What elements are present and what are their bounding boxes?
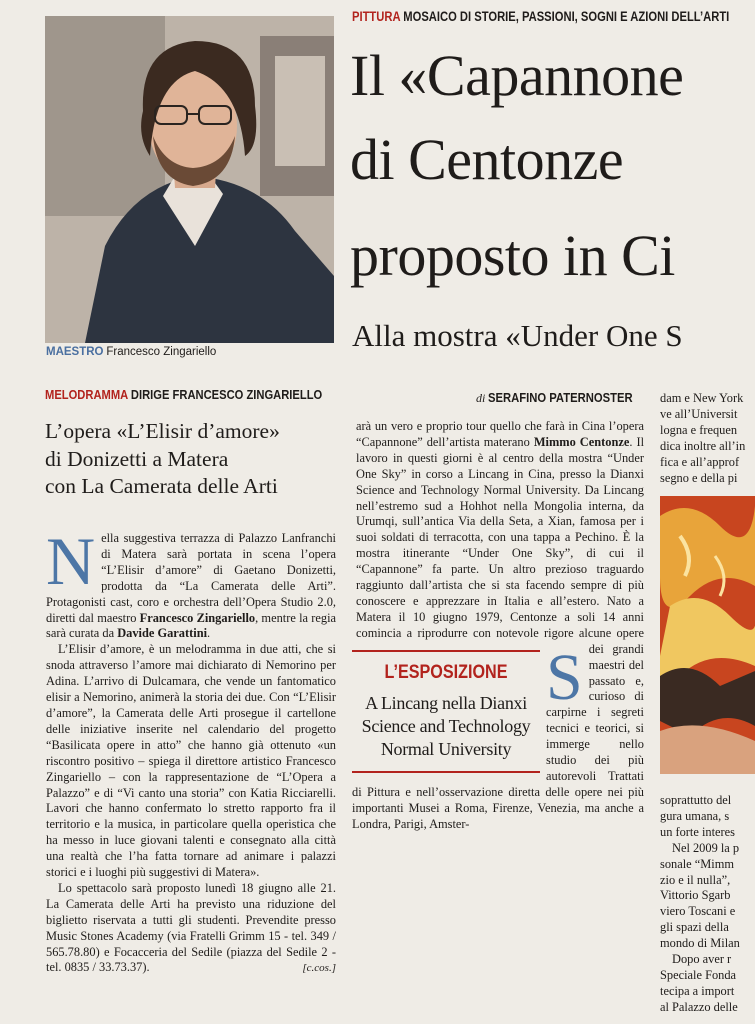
right-drop-cap: S	[546, 641, 583, 714]
col2-bottom-line: Nel 2009 la p	[672, 840, 740, 855]
right-kicker-text: MOSAICO DI STORIE, PASSIONI, SOGNI E AZIONI DELL’ARTI	[403, 9, 730, 24]
right-col1-text-a: arà un vero e proprio tour quello che farà in Cina l’opera “Capannone” dell’artista materano	[356, 419, 644, 449]
col2-bottom-line: Speciale Fonda	[660, 967, 737, 982]
left-title-line-2: di Donizetti a Matera	[45, 446, 229, 471]
sidebar-label: L’ESPOSIZIONE	[384, 662, 508, 683]
col2-top-line: segno e della pi	[660, 470, 738, 485]
sidebar-rule-top	[352, 650, 540, 652]
sidebar-line-2: Science and Technology	[361, 716, 531, 736]
left-kicker-text: DIRIGE FRANCESCO ZINGARIELLO	[130, 387, 323, 402]
left-drop-cap: N	[46, 531, 96, 599]
col2-top-line: dam e New York	[660, 391, 744, 405]
col2-top-line: dica inoltre all’in	[660, 438, 746, 453]
col2-bottom-line: un forte interes	[660, 824, 736, 839]
col2-bottom-line: viero Toscani e	[660, 904, 736, 919]
col2-bottom-line: soprattutto del	[660, 793, 732, 807]
left-article-body	[46, 531, 336, 1013]
right-headline-line-3: proposto in Ci	[350, 223, 675, 288]
left-p1-text-a: ella suggestiva terrazza di Palazzo Lanfranchi di Matera sarà portata in scena l’opera “L’Elisir d’amore” di Gaetano Donizetti, prodotta da “La Camerata delle Arti”. Protagonisti cast, coro e orchestra dell’Opera Studio 2.0, diretti dal maestro	[46, 531, 336, 625]
col2-bottom-line: sonale “Mimm	[660, 856, 734, 871]
byline-prefix: di	[476, 391, 486, 405]
painting-image	[660, 496, 755, 774]
sidebar-box	[352, 650, 540, 773]
left-title-line-3: con La Camerata delle Arti	[45, 474, 278, 498]
col2-bottom-line: Dopo aver r	[672, 952, 732, 967]
sidebar-text	[352, 692, 540, 761]
left-paragraph-2: L’Elisir d’amore, è un melodramma in due atti, che si snoda attraverso l’amore mai dichiarato di Nemorino per Adina. L’arrivo di Dulcamara, che vende un fantomatico elisir a Nemorino, animerà la storia dei due. Con “L’Elisir d’amore”, la Camerata delle Arti prosegue il cartellone delle iniziative inserite nel calendario del progetto “Basilicata opere in atto” che hanno già ottenuto «un riscontro positivo – spiega il direttore artistico Francesco Zingariello – con la rappresentazione de “L’Opera a Palazzo” e di “Vi canto una storia” con Katia Ricciarelli. Lavori che hanno confermato lo stretto rapporto fra il territorio e la musica, in particolare quella operistica che ha messo in luce giovani talenti e consegnato alla città una realtà che l’ha fatta tornare ad animare i palazzi storici e i luoghi più suggestivi di Matera».	[46, 642, 336, 880]
right-headline-line-1: Il «Capannone	[350, 43, 684, 108]
portrait-illustration	[45, 16, 334, 343]
right-column-2-bottom	[660, 793, 755, 1016]
col2-bottom-line: mondo di Milan	[660, 936, 740, 951]
left-p1-text-b: , mentre la regia sarà curata da	[46, 610, 336, 641]
col2-bottom-line: tecipa a import	[660, 983, 735, 998]
left-article-title	[45, 418, 280, 501]
sidebar-line-3: Normal University	[380, 739, 512, 759]
col2-bottom-line: gli spazi della	[660, 920, 729, 935]
col2-bottom-line: gura umana, s	[660, 808, 730, 823]
byline-author: SERAFINO PATERNOSTER	[488, 391, 633, 405]
left-kicker	[45, 387, 322, 402]
left-paragraph-1	[46, 531, 336, 642]
photo-caption	[46, 346, 216, 358]
portrait-photo	[45, 16, 334, 343]
caption-label: MAESTRO	[46, 346, 104, 358]
right-kicker-category: PITTURA	[352, 9, 401, 24]
col2-top-line: ve all’Universit	[660, 406, 738, 421]
col2-bottom-line: Vittorio Sgarb	[660, 888, 731, 903]
right-byline	[476, 391, 649, 406]
painting-illustration	[660, 496, 755, 774]
right-col1-text-b: . Il lavoro in questi giorni è al centro della mostra “Under One Sky” in corso a Lincang in Cina, presso la Dianxi Science and Technology Normal University. Da Lincang nell’estremo sud a Hohhot nella Mongolia interna, da Urumqi, sull’antica Via della Seta, a Xian, famosa per i suoi soldati di terracotta, con una tappa a Pechino. È la mostra itinerante “Under One Sky”, di cui il “Capannone” fa parte. Un altro prezioso traguardo raggiunto dall’artista che si sta facendo sempre di più conoscere e apprezzare in Italia e all’estero. Nato a Matera il 10 giugno 1979, Centonze a soli 14 anni comincia a riprodurre con notevole rigore alcune opere dei grandi maestri del passato e, curioso di carpirne i segreti tecnici e teorici, si immerge nello studio dei più autorevoli Trattati di Pittura e nell’osservazione diretta delle opere nei più importanti Musei a Roma, Firenze, Venezia, ma anche a Londra, Parigi, Amster-	[352, 434, 644, 831]
sidebar-rule-bottom	[352, 771, 540, 773]
left-p1-text-c: .	[207, 626, 211, 641]
right-kicker	[352, 9, 729, 24]
left-title-line-1: L’opera «L’Elisir d’amore»	[45, 419, 280, 443]
right-subhead: Alla mostra «Under One S	[352, 318, 683, 353]
left-signature: [c.cos.]	[302, 962, 336, 975]
col2-top-line: logna e frequen	[660, 422, 738, 437]
right-headline-line-2: di Centonze	[350, 127, 624, 192]
right-column-2-top	[660, 391, 755, 486]
left-p1-bold-name-2: Davide Garattini	[117, 626, 208, 641]
right-col1-bold-name: Mimmo Centonze	[533, 434, 630, 449]
left-p1-bold-name-1: Francesco Zingariello	[139, 610, 256, 625]
col2-bottom-line: al Palazzo delle	[660, 999, 738, 1014]
left-paragraph-3: Lo spettacolo sarà proposto lunedì 18 giugno alle 21. La Camerata delle Arti ha previsto una riduzione del biglietto riservata a tutti gli studenti. Prevendite presso Music Stones Academy (via Fratelli Grimm 15 - tel. 349 / 565.78.80) e Focacceria del Sedile (piazza del Sedile 2 - tel. 0835 / 33.73.37).	[46, 880, 336, 975]
caption-name: Francesco Zingariello	[106, 346, 217, 358]
sidebar-line-1: A Lincang nella Dianxi	[365, 693, 527, 713]
col2-top-line: fica e all’approf	[660, 454, 740, 469]
left-kicker-category: MELODRAMMA	[45, 387, 128, 402]
col2-bottom-line: zio e il nulla”,	[660, 872, 731, 887]
